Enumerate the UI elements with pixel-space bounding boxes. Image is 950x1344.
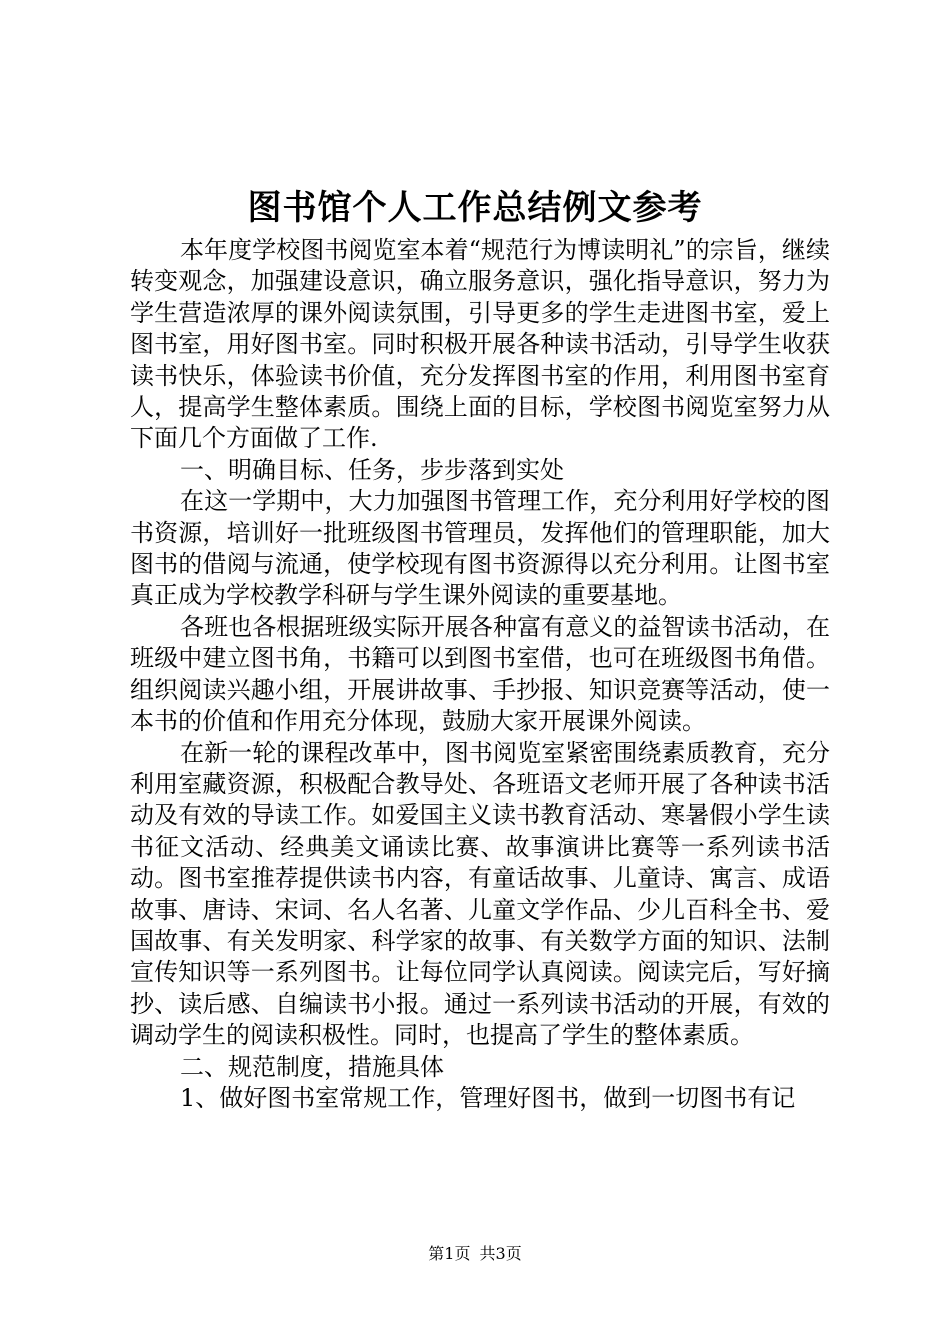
document-body (130, 235, 830, 1114)
page-footer (0, 1244, 950, 1264)
section-heading-1: 一、明确目标、任务，步步落到实处 (180, 455, 564, 484)
document-title: 图书馆个人工作总结例文参考 (247, 188, 703, 228)
paragraph: 各班也各根据班级实际开展各种富有意义的益智读书活动，在班级中建立图书角，书籍可以到图书室借，也可在班级图书角借。组织阅读兴趣小组，开展讲故事、手抄报、知识竞赛等活动，使一本书的价值和作用充分体现，鼓励大家开展课外阅读。 (130, 612, 830, 736)
paragraph: 在新一轮的课程改革中，图书阅览室紧密围绕素质教育，充分利用室藏资源，积极配合教导处、各班语文老师开展了各种读书活动及有效的导读工作。如爱国主义读书教育活动、寒暑假小学生读书征文活动、经典美文诵读比赛、故事演讲比赛等一系列读书活动。图书室推荐提供读书内容，有童话故事、儿童诗、寓言、成语故事、唐诗、宋词、名人名著、儿童文学作品、少儿百科全书、爱国故事、有关发明家、科学家的故事、有关数学方面的知识、法制宣传知识等一系列图书。让每位同学认真阅读。阅读完后，写好摘抄、读后感、自编读书小报。通过一系列读书活动的开展，有效的调动学生的阅读积极性。同时，也提高了学生的整体素质。 (130, 738, 830, 1050)
paragraph-intro: 本年度学校图书阅览室本着“规范行为博读明礼”的宗旨，继续转变观念，加强建设意识，确立服务意识，强化指导意识，努力为学生营造浓厚的课外阅读氛围，引导更多的学生走进图书室，爱上图书室，用好图书室。同时积极开展各种读书活动，引导学生收获读书快乐，体验读书价值，充分发挥图书室的作用，利用图书室育人，提高学生整体素质。围绕上面的目标，学校图书阅览室努力从下面几个方面做了工作. (130, 236, 830, 453)
page-number: 第1页 (428, 1244, 471, 1263)
paragraph: 1、做好图书室常规工作，管理好图书，做到一切图书有记 (180, 1083, 796, 1112)
paragraph: 在这一学期中，大力加强图书管理工作，充分利用好学校的图书资源，培训好一批班级图书管理员，发挥他们的管理职能，加大图书的借阅与流通，使学校现有图书资源得以充分利用。让图书室真正成为学校教学科研与学生课外阅读的重要基地。 (130, 487, 830, 610)
section-heading-2: 二、规范制度，措施具体 (180, 1052, 444, 1081)
page-total: 共3页 (479, 1244, 522, 1263)
